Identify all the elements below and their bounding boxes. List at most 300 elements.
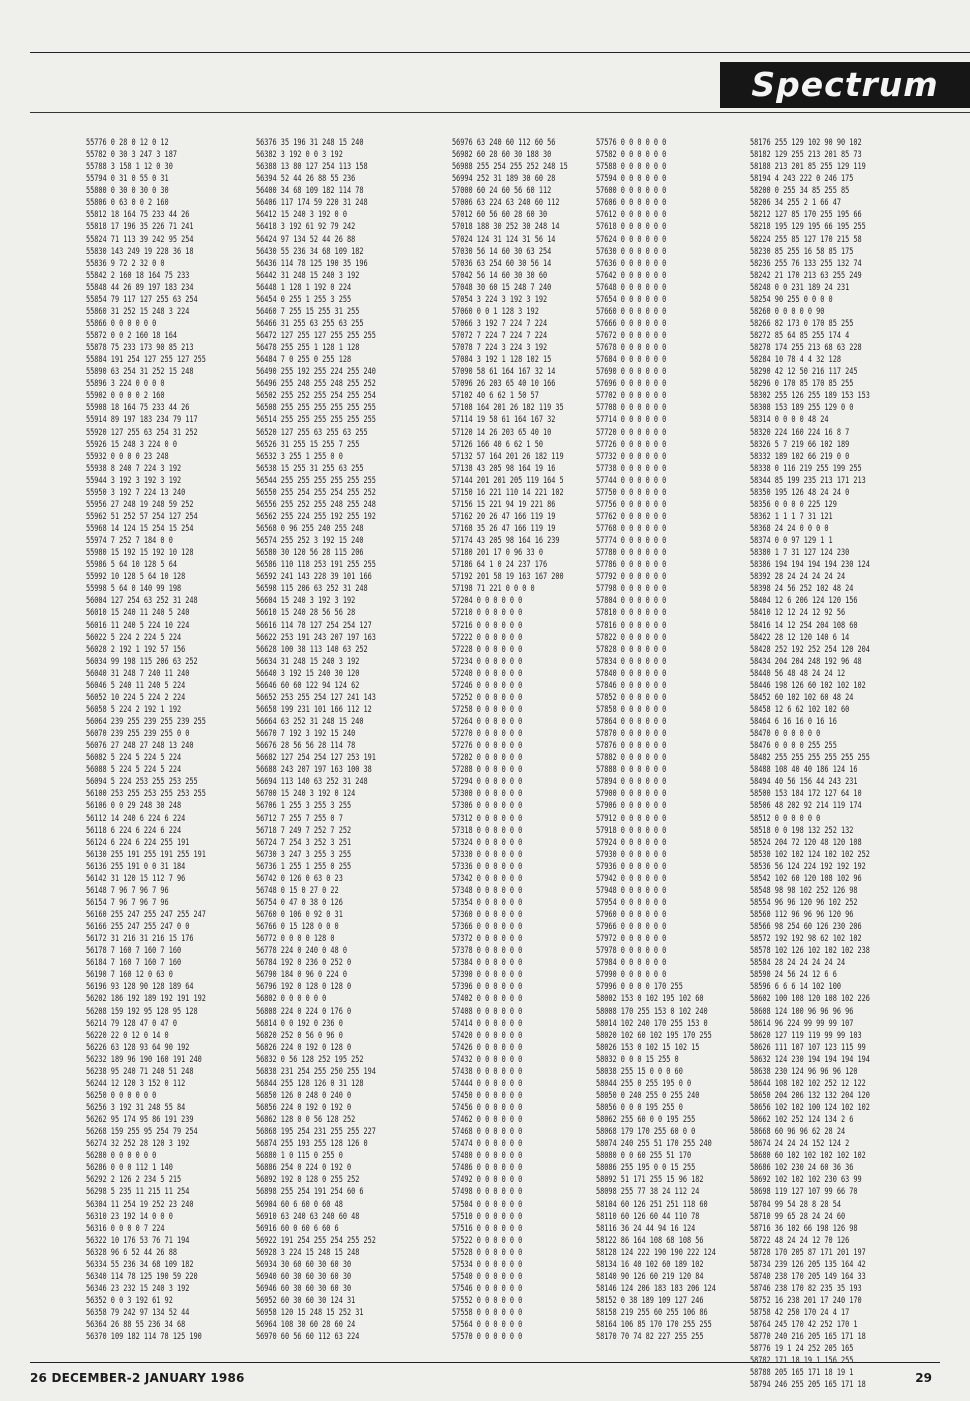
listing-row: 58302 255 126 255 189 153 153 xyxy=(750,390,870,401)
listing-row: 57516 0 0 0 0 0 0 xyxy=(452,1222,523,1233)
listing-row: 57714 0 0 0 0 0 0 xyxy=(596,414,667,425)
listing-row: 58608 124 100 96 96 96 96 xyxy=(750,1005,854,1016)
listing-row: 58404 12 6 206 124 120 156 xyxy=(750,595,858,606)
listing-row: 58626 111 107 107 123 115 99 xyxy=(750,1041,866,1052)
listing-row: 56130 255 191 255 191 255 191 xyxy=(86,848,206,859)
listing-row: 57036 63 254 60 30 56 14 xyxy=(452,257,552,268)
listing-row: 55788 3 158 1 12 0 30 xyxy=(86,161,173,172)
listing-row: 56922 191 254 255 254 255 252 xyxy=(256,1234,376,1245)
listing-row: 56190 7 160 12 0 63 0 xyxy=(86,969,173,980)
listing-row: 55824 71 113 39 242 95 254 xyxy=(86,233,194,244)
listing-row: 56826 224 0 192 0 128 0 xyxy=(256,1041,352,1052)
listing-row: 56904 60 6 60 0 60 48 xyxy=(256,1198,343,1209)
listing-row: 55866 0 0 0 0 0 0 xyxy=(86,317,157,328)
listing-row: 57330 0 0 0 0 0 0 xyxy=(452,848,523,859)
listing-row: 56688 243 207 197 163 100 38 xyxy=(256,764,372,775)
listing-row: 57126 166 40 6 62 1 50 xyxy=(452,438,543,449)
listing-row: 56958 120 15 248 15 252 31 xyxy=(256,1307,364,1318)
listing-row: 58524 204 72 120 48 120 108 xyxy=(750,836,862,847)
listing-row: 57294 0 0 0 0 0 0 xyxy=(452,776,523,787)
listing-row: 58368 24 24 0 0 0 0 xyxy=(750,523,829,533)
listing-row: 57582 0 0 0 0 0 0 xyxy=(596,149,667,160)
listing-row: 56712 7 255 7 255 0 7 xyxy=(256,812,343,823)
listing-row: 58038 255 15 0 0 0 60 xyxy=(596,1065,683,1076)
listing-row: 56580 30 120 56 28 115 206 xyxy=(256,547,364,558)
listing-row: 58650 204 206 132 132 204 120 xyxy=(750,1089,870,1100)
listing-row: 57306 0 0 0 0 0 0 xyxy=(452,800,523,811)
listing-row: 57270 0 0 0 0 0 0 xyxy=(452,728,523,739)
listing-row: 55974 7 252 7 184 0 0 xyxy=(86,535,173,546)
listing-row: 57546 0 0 0 0 0 0 xyxy=(452,1282,523,1293)
listing-row: 56574 255 252 3 192 15 240 xyxy=(256,535,364,546)
listing-row: 56514 255 255 255 255 255 255 xyxy=(256,414,376,425)
listing-row: 56490 255 192 255 224 255 240 xyxy=(256,366,376,377)
listing-row: 58092 51 171 255 15 96 182 xyxy=(596,1174,704,1185)
listing-row: 56868 195 254 231 255 255 227 xyxy=(256,1126,376,1137)
listing-row: 57006 63 224 63 240 60 112 xyxy=(452,197,560,208)
listing-row: 57144 201 201 205 119 164 5 xyxy=(452,474,564,485)
listing-row: 57510 0 0 0 0 0 0 xyxy=(452,1210,523,1221)
listing-row: 58704 99 54 28 8 28 54 xyxy=(750,1198,841,1209)
listing-row: 56418 3 192 61 92 79 242 xyxy=(256,221,356,232)
listing-row: 57186 64 1 0 24 237 176 xyxy=(452,559,548,570)
listing-row: 56802 0 0 0 0 0 0 xyxy=(256,993,327,1004)
listing-row: 56022 5 224 2 224 5 224 xyxy=(86,631,182,642)
listing-row: 56532 3 255 1 255 0 0 xyxy=(256,450,343,461)
section-title: Spectrum xyxy=(751,65,939,104)
listing-row: 56178 7 160 7 160 7 160 xyxy=(86,945,182,956)
listing-row: 56340 114 78 125 190 59 220 xyxy=(86,1270,198,1281)
listing-row: 56154 7 96 7 96 7 96 xyxy=(86,896,169,907)
listing-row: 58254 90 255 0 0 0 0 xyxy=(750,293,833,304)
listing-row: 55926 15 248 3 224 0 0 xyxy=(86,438,177,449)
listing-row: 56640 3 192 15 240 30 120 xyxy=(256,667,360,678)
listing-row: 55944 3 192 3 192 3 192 xyxy=(86,474,182,485)
listing-row: 58638 230 124 96 96 96 120 xyxy=(750,1065,858,1076)
listing-row: 58332 189 102 66 219 0 0 xyxy=(750,450,850,461)
listing-row: 57594 0 0 0 0 0 0 xyxy=(596,173,667,184)
listing-row: 58134 16 40 102 60 189 102 xyxy=(596,1258,704,1269)
listing-row: 57852 0 0 0 0 0 0 xyxy=(596,691,667,702)
listing-row: 58620 127 119 119 99 99 103 xyxy=(750,1029,862,1040)
listing-row: 56736 1 255 1 255 0 255 xyxy=(256,860,352,871)
listing-row: 56496 255 248 255 248 255 252 xyxy=(256,378,376,389)
listing-row: 55818 17 196 35 226 71 241 xyxy=(86,221,194,232)
listing-row: 58512 0 0 0 0 0 0 xyxy=(750,812,821,823)
listing-row: 56430 55 236 34 68 109 182 xyxy=(256,245,364,256)
listing-row: 57024 124 31 124 31 56 14 xyxy=(452,233,556,244)
listing-row: 56988 255 254 255 252 248 15 xyxy=(452,161,568,172)
listing-row: 57840 0 0 0 0 0 0 xyxy=(596,667,667,678)
listing-row: 56550 255 254 255 254 255 252 xyxy=(256,486,376,497)
listing-row: 56748 0 15 0 27 0 22 xyxy=(256,884,339,895)
listing-row: 56898 255 254 191 254 60 6 xyxy=(256,1186,364,1197)
issue-date: 26 DECEMBER-2 JANUARY 1986 xyxy=(30,1371,245,1385)
listing-row: 57570 0 0 0 0 0 0 xyxy=(452,1331,523,1342)
listing-row: 57078 7 224 3 224 3 192 xyxy=(452,342,548,353)
listing-row: 56970 60 56 60 112 63 224 xyxy=(256,1331,360,1342)
listing-row: 56334 55 236 34 68 109 182 xyxy=(86,1258,194,1269)
listing-row: 56538 15 255 31 255 63 255 xyxy=(256,462,364,473)
listing-row: 56586 110 118 253 191 255 255 xyxy=(256,559,376,570)
listing-row: 55776 0 28 0 12 0 12 xyxy=(86,137,169,147)
listing-row: 58428 252 192 252 254 120 204 xyxy=(750,643,870,654)
listing-row: 57342 0 0 0 0 0 0 xyxy=(452,872,523,883)
listing-row: 58770 240 216 205 165 171 18 xyxy=(750,1331,866,1342)
listing-row: 55782 0 30 3 247 3 187 xyxy=(86,149,177,160)
listing-row: 57552 0 0 0 0 0 0 xyxy=(452,1295,523,1305)
listing-row: 58518 0 0 198 132 252 132 xyxy=(750,824,854,835)
listing-row: 55914 89 197 183 234 79 117 xyxy=(86,414,198,425)
listing-row: 56790 184 0 96 0 224 0 xyxy=(256,969,347,980)
listing-row: 56724 7 254 3 252 3 251 xyxy=(256,836,352,847)
listing-row: 57174 43 205 98 164 16 239 xyxy=(452,535,560,546)
listing-row: 56070 239 255 239 255 0 0 xyxy=(86,728,190,739)
listing-row: 58584 28 24 24 24 24 24 xyxy=(750,957,846,968)
listing-row: 58128 124 222 190 190 222 124 xyxy=(596,1246,716,1257)
listing-row: 55962 51 252 57 254 127 254 xyxy=(86,510,198,521)
listing-row: 58236 255 76 133 255 132 74 xyxy=(750,257,862,268)
listing-row: 56094 5 224 253 255 253 255 xyxy=(86,776,198,787)
listing-row: 58746 238 170 82 235 35 193 xyxy=(750,1282,862,1293)
listing-row: 56304 11 254 19 252 23 240 xyxy=(86,1198,194,1209)
listing-row: 56310 23 192 14 0 0 0 xyxy=(86,1210,173,1221)
listing-row: 58176 255 129 102 90 90 102 xyxy=(750,137,862,147)
listing-row: 56568 0 96 255 240 255 248 xyxy=(256,523,364,533)
listing-row: 58164 106 85 170 170 255 255 xyxy=(596,1319,712,1330)
listing-row: 58740 238 170 205 149 164 33 xyxy=(750,1270,866,1281)
listing-row: 58602 100 108 120 108 102 226 xyxy=(750,993,870,1004)
listing-row: 56358 79 242 97 134 52 44 xyxy=(86,1307,190,1318)
listing-row: 56208 159 192 95 128 95 128 xyxy=(86,1005,198,1016)
listing-row: 55884 191 254 127 255 127 255 xyxy=(86,354,206,365)
listing-row: 58206 34 255 2 1 66 47 xyxy=(750,197,841,208)
listing-row: 58494 40 56 156 44 243 231 xyxy=(750,776,858,787)
listing-row: 56592 241 143 228 39 101 166 xyxy=(256,571,372,582)
listing-row: 56928 3 224 15 248 15 248 xyxy=(256,1246,360,1257)
listing-row: 58062 255 60 0 0 195 255 xyxy=(596,1114,696,1125)
listing-row: 58662 102 252 124 134 2 6 xyxy=(750,1114,854,1125)
listing-row: 58374 0 0 97 129 1 1 xyxy=(750,535,833,546)
listing-row: 55800 0 30 0 30 0 30 xyxy=(86,185,169,196)
listing-row: 55794 0 31 0 55 0 31 xyxy=(86,173,169,184)
listing-row: 58116 36 24 44 94 16 124 xyxy=(596,1222,696,1233)
listing-row: 58326 5 7 219 66 102 189 xyxy=(750,438,850,449)
listing-row: 57702 0 0 0 0 0 0 xyxy=(596,390,667,401)
listing-row: 56400 34 68 109 182 114 78 xyxy=(256,185,364,196)
listing-row: 56244 12 120 3 152 0 112 xyxy=(86,1077,186,1088)
listing-row: 58146 124 206 183 183 206 124 xyxy=(596,1282,716,1293)
listing-row: 56388 13 80 127 254 113 158 xyxy=(256,161,368,172)
listing-row: 56454 0 255 1 255 3 255 xyxy=(256,293,352,304)
listing-row: 56172 31 216 31 216 15 176 xyxy=(86,933,194,944)
listing-row: 57558 0 0 0 0 0 0 xyxy=(452,1307,523,1318)
section-banner xyxy=(720,62,970,108)
listing-row: 57432 0 0 0 0 0 0 xyxy=(452,1053,523,1064)
listing-row: 58674 24 24 24 152 124 2 xyxy=(750,1138,850,1149)
listing-row: 57426 0 0 0 0 0 0 xyxy=(452,1041,523,1052)
listing-row: 55908 18 164 75 233 44 26 xyxy=(86,402,190,413)
listing-row: 56964 108 30 60 28 60 24 xyxy=(256,1319,356,1330)
listing-row: 57960 0 0 0 0 0 0 xyxy=(596,909,667,919)
listing-row: 56694 113 140 63 252 31 248 xyxy=(256,776,368,787)
listing-row: 56478 255 255 1 128 1 128 xyxy=(256,342,360,353)
listing-row: 58356 0 0 0 0 225 129 xyxy=(750,498,837,509)
listing-row: 57876 0 0 0 0 0 0 xyxy=(596,740,667,751)
page-number: 29 xyxy=(915,1371,932,1385)
listing-row: 58230 85 255 16 58 85 175 xyxy=(750,245,854,256)
listing-row: 56664 63 252 31 248 15 240 xyxy=(256,716,364,726)
listing-row: 58632 124 230 194 194 194 194 xyxy=(750,1053,870,1064)
listing-row: 56214 79 128 47 0 47 0 xyxy=(86,1017,177,1028)
listing-row: 55920 127 255 63 254 31 252 xyxy=(86,426,198,437)
listing-row: 57474 0 0 0 0 0 0 xyxy=(452,1138,523,1149)
listing-row: 58056 0 0 0 195 255 0 xyxy=(596,1102,683,1112)
listing-row: 56772 0 0 0 0 128 0 xyxy=(256,933,335,944)
listing-row: 56040 31 248 7 240 11 240 xyxy=(86,667,190,678)
listing-row: 57972 0 0 0 0 0 0 xyxy=(596,933,667,944)
listing-row: 56916 60 0 60 6 60 6 xyxy=(256,1222,339,1233)
listing-row: 58578 102 126 102 102 102 238 xyxy=(750,945,870,956)
listing-row: 57792 0 0 0 0 0 0 xyxy=(596,571,667,582)
listing-row: 58074 240 255 51 170 255 240 xyxy=(596,1138,712,1149)
listing-row: 56820 252 0 56 0 96 0 xyxy=(256,1029,343,1040)
listing-row: 58188 213 201 85 255 129 119 xyxy=(750,161,866,172)
listing-row: 57414 0 0 0 0 0 0 xyxy=(452,1017,523,1028)
listing-row: 56652 253 255 254 127 241 143 xyxy=(256,691,376,702)
listing-row: 57444 0 0 0 0 0 0 xyxy=(452,1077,523,1088)
listing-row: 56544 255 255 255 255 255 255 xyxy=(256,474,376,485)
listing-row: 56526 31 255 15 255 7 255 xyxy=(256,438,360,449)
listing-row: 58470 0 0 0 0 0 0 xyxy=(750,728,821,739)
listing-row: 56226 63 128 93 64 90 192 xyxy=(86,1041,190,1052)
listing-row: 58260 0 0 0 0 0 90 xyxy=(750,305,825,316)
listing-column-4 xyxy=(596,136,716,1342)
listing-row: 56856 224 0 192 0 192 0 xyxy=(256,1102,352,1112)
listing-row: 56292 2 126 2 234 5 215 xyxy=(86,1174,182,1185)
listing-row: 58596 6 6 6 14 102 100 xyxy=(750,981,841,992)
listing-row: 57540 0 0 0 0 0 0 xyxy=(452,1270,523,1281)
listing-row: 57396 0 0 0 0 0 0 xyxy=(452,981,523,992)
listing-row: 57648 0 0 0 0 0 0 xyxy=(596,281,667,292)
listing-row: 57996 0 0 0 0 170 255 xyxy=(596,981,683,992)
listing-row: 56328 96 6 52 44 26 88 xyxy=(86,1246,177,1257)
listing-row: 56370 109 182 114 78 125 190 xyxy=(86,1331,202,1342)
listing-row: 56394 52 44 26 88 55 236 xyxy=(256,173,356,184)
listing-row: 57618 0 0 0 0 0 0 xyxy=(596,221,667,232)
listing-row: 57942 0 0 0 0 0 0 xyxy=(596,872,667,883)
listing-row: 58500 153 184 172 127 64 10 xyxy=(750,788,862,799)
listing-row: 57228 0 0 0 0 0 0 xyxy=(452,643,523,654)
listing-row: 57954 0 0 0 0 0 0 xyxy=(596,896,667,907)
listing-row: 57336 0 0 0 0 0 0 xyxy=(452,860,523,871)
listing-row: 58776 19 1 24 252 205 165 xyxy=(750,1343,854,1354)
listing-row: 56808 224 0 224 0 176 0 xyxy=(256,1005,352,1016)
listing-row: 57252 0 0 0 0 0 0 xyxy=(452,691,523,702)
header-rule xyxy=(30,112,970,113)
listing-row: 56778 224 0 240 0 48 0 xyxy=(256,945,347,956)
listing-row: 57822 0 0 0 0 0 0 xyxy=(596,631,667,642)
listing-row: 57282 0 0 0 0 0 0 xyxy=(452,752,523,763)
listing-row: 55854 79 117 127 255 63 254 xyxy=(86,293,198,304)
listing-row: 58614 96 224 99 99 99 107 xyxy=(750,1017,854,1028)
listing-row: 57600 0 0 0 0 0 0 xyxy=(596,185,667,196)
listing-row: 56706 1 255 3 255 3 255 xyxy=(256,800,352,811)
listing-row: 58686 102 230 24 60 36 36 xyxy=(750,1162,854,1173)
listing-row: 56076 27 248 27 248 13 240 xyxy=(86,740,194,751)
listing-row: 57564 0 0 0 0 0 0 xyxy=(452,1319,523,1330)
listing-row: 56442 31 248 15 240 3 192 xyxy=(256,269,360,280)
listing-row: 57408 0 0 0 0 0 0 xyxy=(452,1005,523,1016)
listing-row: 56196 93 128 90 128 189 64 xyxy=(86,981,194,992)
listing-row: 57366 0 0 0 0 0 0 xyxy=(452,921,523,932)
listing-row: 57498 0 0 0 0 0 0 xyxy=(452,1186,523,1197)
listing-row: 57384 0 0 0 0 0 0 xyxy=(452,957,523,968)
listing-row: 58788 205 165 171 18 19 1 xyxy=(750,1367,854,1378)
listing-row: 58296 0 170 85 170 85 255 xyxy=(750,378,854,389)
listing-row: 57660 0 0 0 0 0 0 xyxy=(596,305,667,316)
listing-row: 58572 192 192 98 62 102 102 xyxy=(750,933,862,944)
listing-row: 56238 95 240 71 240 51 248 xyxy=(86,1065,194,1076)
listing-row: 57096 26 203 65 40 10 166 xyxy=(452,378,556,389)
listing-row: 56088 5 224 5 224 5 224 xyxy=(86,764,182,775)
listing-row: 56628 100 38 113 140 63 252 xyxy=(256,643,368,654)
listing-row: 57198 71 221 0 0 0 0 xyxy=(452,583,535,594)
listing-column-2 xyxy=(256,136,376,1342)
listing-row: 58278 174 255 213 68 63 228 xyxy=(750,342,862,353)
listing-row: 58200 0 255 34 85 255 85 xyxy=(750,185,850,196)
listing-row: 58218 195 129 195 66 195 255 xyxy=(750,221,866,232)
listing-row: 58476 0 0 0 0 255 255 xyxy=(750,740,837,751)
listing-row: 57222 0 0 0 0 0 0 xyxy=(452,631,523,642)
listing-row: 58068 179 170 255 60 0 0 xyxy=(596,1126,696,1137)
listing-row: 56184 7 160 7 160 7 160 xyxy=(86,957,182,968)
listing-row: 55872 0 0 2 160 18 164 xyxy=(86,330,177,340)
listing-row: 56832 0 56 128 252 195 252 xyxy=(256,1053,364,1064)
listing-row: 55998 5 64 0 140 99 198 xyxy=(86,583,182,594)
listing-row: 56100 253 255 253 255 253 255 xyxy=(86,788,206,799)
listing-row: 56412 15 240 3 192 0 0 xyxy=(256,209,347,220)
listing-row: 57900 0 0 0 0 0 0 xyxy=(596,788,667,799)
listing-row: 57780 0 0 0 0 0 0 xyxy=(596,547,667,558)
listing-row: 58440 56 48 48 24 24 12 xyxy=(750,667,846,678)
listing-row: 57912 0 0 0 0 0 0 xyxy=(596,812,667,823)
listing-row: 56280 0 0 0 0 0 0 xyxy=(86,1150,157,1161)
listing-row: 56718 7 249 7 252 7 252 xyxy=(256,824,352,835)
listing-row: 58182 129 255 213 201 85 73 xyxy=(750,149,862,160)
listing-row: 57654 0 0 0 0 0 0 xyxy=(596,293,667,304)
listing-row: 58668 60 96 96 62 28 24 xyxy=(750,1126,846,1137)
listing-row: 58362 1 1 1 7 31 121 xyxy=(750,510,833,521)
listing-row: 56880 1 0 115 0 255 0 xyxy=(256,1150,343,1161)
listing-row: 56658 199 231 101 166 112 12 xyxy=(256,703,372,714)
listing-row: 57054 3 224 3 192 3 192 xyxy=(452,293,548,304)
listing-row: 56766 0 15 128 0 0 0 xyxy=(256,921,339,932)
listing-row: 56268 159 255 95 254 79 254 xyxy=(86,1126,198,1137)
listing-row: 57762 0 0 0 0 0 0 xyxy=(596,510,667,521)
listing-row: 57984 0 0 0 0 0 0 xyxy=(596,957,667,968)
listing-row: 57948 0 0 0 0 0 0 xyxy=(596,884,667,895)
listing-row: 57312 0 0 0 0 0 0 xyxy=(452,812,523,823)
listing-row: 56136 255 191 0 0 31 184 xyxy=(86,860,186,871)
listing-row: 58680 60 102 102 102 102 102 xyxy=(750,1150,866,1161)
listing-row: 58554 96 96 120 96 102 252 xyxy=(750,896,858,907)
listing-row: 58464 6 16 16 0 16 16 xyxy=(750,716,837,726)
listing-row: 58380 1 7 31 127 124 230 xyxy=(750,547,850,558)
listing-row: 58410 12 12 24 12 92 56 xyxy=(750,607,846,618)
listing-row: 58140 90 126 60 219 120 84 xyxy=(596,1270,704,1281)
listing-row: 57120 14 26 203 65 40 10 xyxy=(452,426,552,437)
listing-row: 57348 0 0 0 0 0 0 xyxy=(452,884,523,895)
listing-row: 57486 0 0 0 0 0 0 xyxy=(452,1162,523,1173)
listing-row: 58728 170 205 87 171 201 197 xyxy=(750,1246,866,1257)
listing-row: 57690 0 0 0 0 0 0 xyxy=(596,366,667,377)
listing-row: 58398 24 56 252 102 48 24 xyxy=(750,583,854,594)
listing-row: 56754 0 47 0 38 0 126 xyxy=(256,896,343,907)
listing-row: 56730 3 247 3 255 3 255 xyxy=(256,848,352,859)
listing-row: 58008 170 255 153 0 102 240 xyxy=(596,1005,708,1016)
listing-row: 56106 0 0 29 248 30 248 xyxy=(86,800,182,811)
listing-row: 56406 117 174 59 220 31 248 xyxy=(256,197,368,208)
listing-row: 56160 255 247 255 247 255 247 xyxy=(86,909,206,919)
listing-row: 58698 119 127 107 99 66 70 xyxy=(750,1186,858,1197)
listing-row: 56286 0 0 0 112 1 140 xyxy=(86,1162,173,1173)
listing-row: 57378 0 0 0 0 0 0 xyxy=(452,945,523,956)
listing-row: 57000 60 24 60 56 60 112 xyxy=(452,185,552,196)
listing-row: 57528 0 0 0 0 0 0 xyxy=(452,1246,523,1257)
listing-row: 58446 198 126 60 102 102 102 xyxy=(750,679,866,690)
listing-row: 56220 22 0 12 0 14 0 xyxy=(86,1029,169,1040)
listing-row: 57456 0 0 0 0 0 0 xyxy=(452,1102,523,1112)
listing-row: 58338 0 116 219 255 199 255 xyxy=(750,462,862,473)
listing-row: 58422 28 12 120 140 6 14 xyxy=(750,631,850,642)
listing-row: 56112 14 240 6 224 6 224 xyxy=(86,812,186,823)
listing-row: 57576 0 0 0 0 0 0 xyxy=(596,137,667,147)
listing-row: 56910 63 240 63 240 60 48 xyxy=(256,1210,360,1221)
listing-row: 56082 5 224 5 224 5 224 xyxy=(86,752,182,763)
listing-row: 58782 171 18 19 1 156 255 xyxy=(750,1355,854,1366)
listing-row: 56436 114 78 125 190 35 196 xyxy=(256,257,368,268)
listing-row: 57588 0 0 0 0 0 0 xyxy=(596,161,667,172)
listing-row: 56448 1 128 1 192 0 224 xyxy=(256,281,352,292)
listing-row: 55836 9 72 2 32 0 0 xyxy=(86,257,165,268)
listing-row: 58314 0 0 0 0 48 24 xyxy=(750,414,829,425)
listing-row: 56028 2 192 1 192 57 156 xyxy=(86,643,186,654)
listing-row: 56892 192 0 128 0 255 252 xyxy=(256,1174,360,1185)
listing-column-1 xyxy=(86,136,206,1342)
listing-row: 57420 0 0 0 0 0 0 xyxy=(452,1029,523,1040)
listing-row: 58542 102 60 120 108 102 96 xyxy=(750,872,862,883)
listing-row: 56046 5 240 11 240 5 224 xyxy=(86,679,186,690)
listing-row: 57468 0 0 0 0 0 0 xyxy=(452,1126,523,1137)
listing-row: 56994 252 31 189 30 60 28 xyxy=(452,173,556,184)
listing-row: 55992 10 128 5 64 10 128 xyxy=(86,571,186,582)
listing-row: 58758 42 250 170 24 4 17 xyxy=(750,1307,850,1318)
listing-row: 55806 0 63 0 0 2 160 xyxy=(86,197,169,208)
listing-row: 57924 0 0 0 0 0 0 xyxy=(596,836,667,847)
listing-row: 58566 98 254 60 126 230 206 xyxy=(750,921,862,932)
listing-row: 56676 28 56 56 28 114 78 xyxy=(256,740,356,751)
listing-row: 57750 0 0 0 0 0 0 xyxy=(596,486,667,497)
listing-row: 57108 164 201 26 182 119 35 xyxy=(452,402,564,413)
listing-row: 58752 16 238 201 17 240 170 xyxy=(750,1295,862,1305)
listing-row: 58308 153 189 255 129 0 0 xyxy=(750,402,854,413)
listing-row: 56250 0 0 0 0 0 0 xyxy=(86,1089,157,1100)
listing-row: 57192 201 58 19 163 167 200 xyxy=(452,571,564,582)
listing-row: 56784 192 0 236 0 252 0 xyxy=(256,957,352,968)
listing-row: 58656 102 102 100 124 102 102 xyxy=(750,1102,870,1112)
listing-row: 56322 10 176 53 76 71 194 xyxy=(86,1234,190,1245)
